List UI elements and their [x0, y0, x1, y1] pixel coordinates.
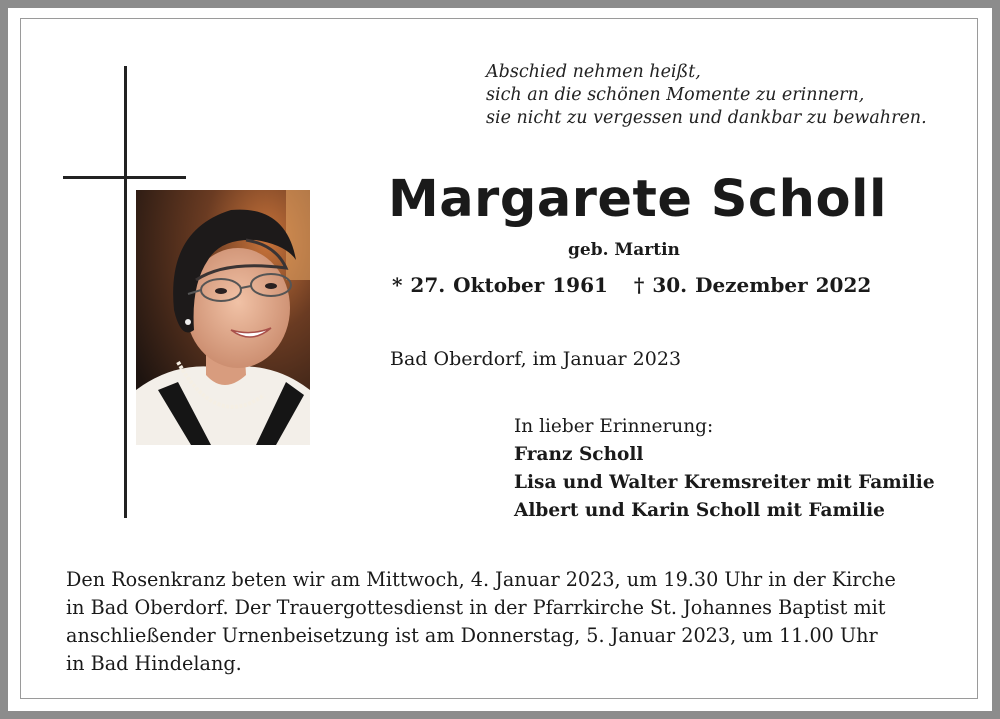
- mourners-block: [514, 413, 935, 525]
- mourner-name: Franz Scholl: [514, 444, 644, 465]
- service-line: Den Rosenkranz beten wir am Mittwoch, 4. Januar 2023, um 19.30 Uhr in der Kirche: [66, 568, 896, 591]
- portrait-photo: [136, 190, 310, 445]
- maiden-name: geb. Martin: [568, 240, 680, 260]
- quote-line: sie nicht zu vergessen und dankbar zu bewahren.: [486, 108, 927, 128]
- birth-date: * 27. Oktober 1961: [392, 273, 608, 297]
- life-dates: [392, 273, 871, 297]
- cross-vertical-bar: [124, 66, 127, 518]
- deceased-name: Margarete Scholl: [388, 170, 887, 229]
- service-line: anschließender Urnenbeisetzung ist am Donnerstag, 5. Januar 2023, um 11.00 Uhr: [66, 624, 878, 647]
- place-and-date: Bad Oberdorf, im Januar 2023: [390, 348, 682, 370]
- mourner-name: Albert und Karin Scholl mit Familie: [514, 500, 885, 521]
- service-announcement: [66, 566, 956, 678]
- quote-line: Abschied nehmen heißt,: [486, 62, 701, 82]
- farewell-quote: [486, 61, 927, 130]
- cross-horizontal-bar: [63, 176, 186, 179]
- mourner-name: Lisa und Walter Kremsreiter mit Familie: [514, 472, 935, 493]
- mourners-intro: In lieber Erinnerung:: [514, 416, 714, 437]
- obituary-card: [8, 8, 992, 711]
- service-line: in Bad Hindelang.: [66, 652, 242, 675]
- quote-line: sich an die schönen Momente zu erinnern,: [486, 85, 865, 105]
- death-date: † 30. Dezember 2022: [633, 273, 872, 297]
- service-line: in Bad Oberdorf. Der Trauergottesdienst in der Pfarrkirche St. Johannes Baptist mit: [66, 596, 886, 619]
